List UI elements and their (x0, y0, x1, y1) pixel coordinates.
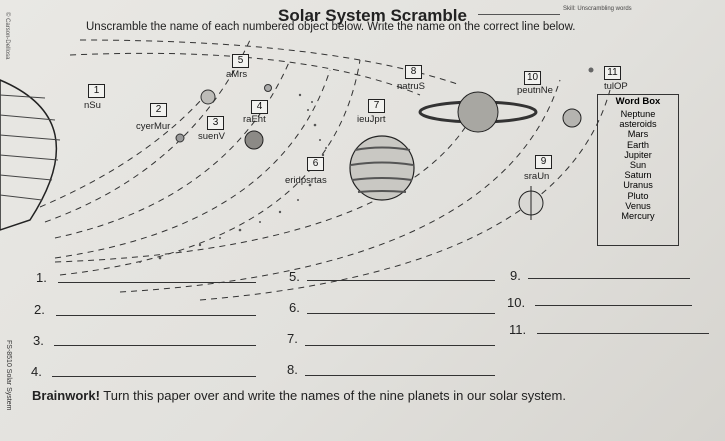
answer-number: 9. (510, 268, 521, 283)
neptune-planet (563, 109, 581, 127)
mercury-planet (201, 90, 215, 104)
orbit-line (55, 70, 330, 258)
object-number: 1 (88, 84, 105, 98)
scrambled-word: raEht (243, 114, 266, 125)
word-box-title: Word Box (615, 96, 661, 107)
answer-line-5[interactable] (307, 280, 495, 281)
answer-line-7[interactable] (305, 345, 495, 346)
answer-line-11[interactable] (537, 333, 709, 334)
answer-line-3[interactable] (54, 345, 256, 346)
scrambled-word: nSu (84, 100, 101, 111)
object-number: 9 (535, 155, 552, 169)
earth-planet (245, 131, 263, 149)
answer-number: 11. (509, 322, 527, 337)
answer-number: 5. (289, 269, 300, 284)
brainwork-note (32, 388, 566, 403)
word-box-item: asteroids (619, 119, 657, 130)
object-number: 4 (251, 100, 268, 114)
word-box-item: Mercury (621, 211, 655, 222)
saturn-planet (458, 92, 498, 132)
word-box-item: Uranus (623, 180, 653, 191)
word-box (597, 94, 679, 246)
object-number: 7 (368, 99, 385, 113)
object-number: 3 (207, 116, 224, 130)
answer-number: 3. (33, 333, 44, 348)
answer-line-1[interactable] (58, 282, 256, 283)
answer-number: 7. (287, 331, 298, 346)
scrambled-word: peutnNe (517, 85, 553, 96)
object-number: 2 (150, 103, 167, 117)
instructions: Unscramble the name of each numbered object below. Write the name on the correct line below. (86, 21, 576, 33)
product-code: FS-8510 Solar System (5, 340, 12, 411)
word-box-item: Venus (625, 200, 651, 211)
skill-label: Skill: Unscrambling words (563, 6, 632, 12)
scrambled-word: tulOP (604, 81, 628, 92)
orbit-line (80, 40, 460, 85)
object-number: 10 (524, 71, 541, 85)
object-number: 8 (405, 65, 422, 79)
brainwork-label: Brainwork! (32, 388, 100, 403)
sun-shape (0, 80, 56, 230)
scrambled-word: ieuJprt (357, 114, 386, 125)
scrambled-word: cyerMur (136, 121, 171, 132)
word-box-item: Jupiter (624, 149, 652, 160)
object-number: 11 (604, 66, 621, 80)
answer-number: 6. (289, 300, 300, 315)
object-number: 6 (307, 157, 324, 171)
scrambled-word: aMrs (226, 69, 248, 80)
word-box-list (598, 109, 678, 221)
scrambled-word: suenV (198, 131, 225, 142)
answer-number: 1. (36, 270, 47, 285)
worksheet-title: Solar System Scramble (278, 6, 467, 25)
scrambled-word: eridpsrtas (285, 175, 327, 186)
mars-planet (265, 85, 272, 92)
word-box-item: Pluto (627, 190, 649, 201)
answer-line-8[interactable] (305, 375, 495, 376)
answer-number: 10. (507, 295, 526, 310)
answer-number: 2. (34, 302, 45, 317)
orbit-line (40, 90, 210, 207)
answer-line-6[interactable] (307, 313, 495, 314)
scrambled-word: natruS (397, 81, 425, 92)
venus-planet (176, 134, 184, 142)
publisher-credit: © Carson-Dellosa (4, 12, 10, 60)
brainwork-text: Turn this paper over and write the names of the nine planets in our solar system. (99, 388, 566, 403)
answer-line-10[interactable] (535, 305, 692, 306)
answer-line-4[interactable] (52, 376, 256, 377)
word-box-item: Mars (627, 129, 649, 140)
answer-line-9[interactable] (528, 278, 690, 279)
answer-line-2[interactable] (56, 315, 256, 316)
scrambled-word: sraUn (524, 171, 550, 182)
word-box-item: Saturn (624, 170, 652, 181)
word-box-item: Earth (627, 139, 649, 150)
answer-number: 8. (287, 362, 298, 377)
answer-number: 4. (31, 364, 42, 379)
word-box-item: Neptune (620, 109, 656, 119)
word-box-item: Sun (629, 160, 647, 171)
pluto-planet (589, 68, 594, 73)
object-number: 5 (232, 54, 249, 68)
